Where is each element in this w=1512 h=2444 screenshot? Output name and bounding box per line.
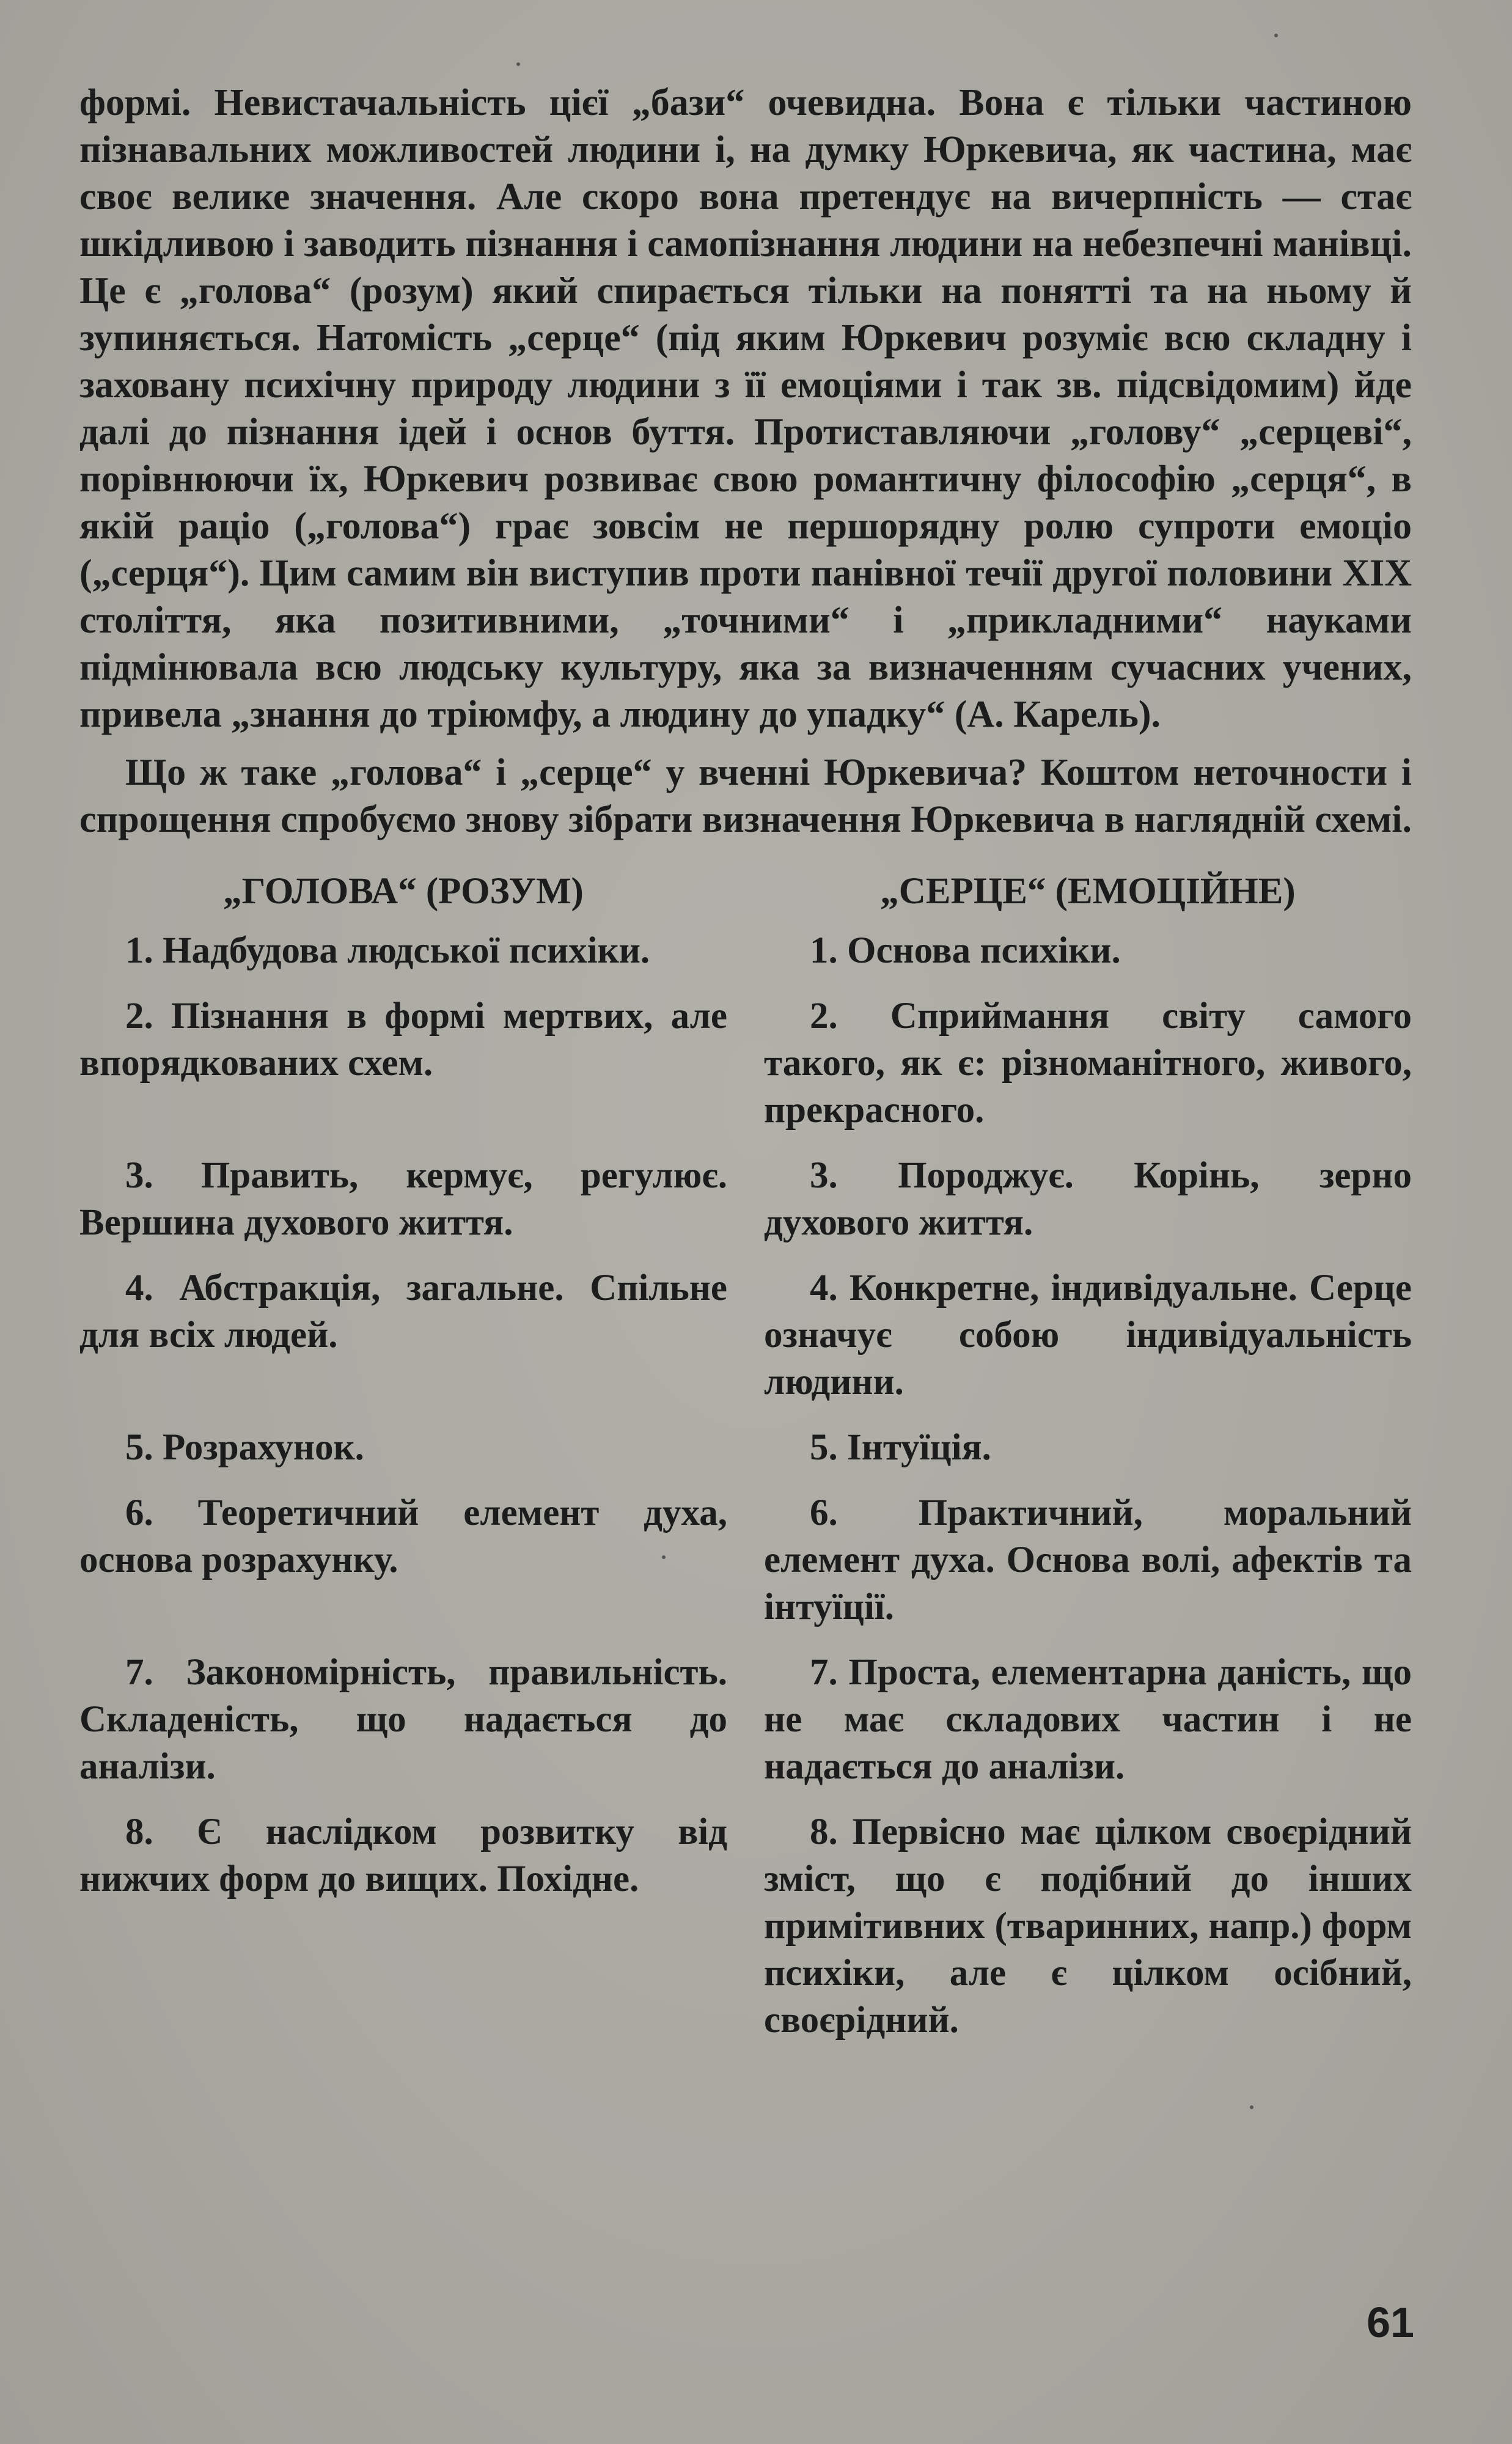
paper-speck — [1250, 2105, 1253, 2109]
head-item: 7. Закономірність, правильність. Складеність, що надається до аналізи. — [79, 1652, 727, 1787]
heart-item: 6. Практичний, моральний елемент духа. Основа волі, афектів та інтуїції. — [764, 1492, 1412, 1627]
paper-speck — [662, 1555, 666, 1559]
heart-item: 7. Проста, елементарна даність, що не має складових частин і не надається до аналізи. — [764, 1652, 1412, 1787]
schema-row — [79, 1264, 1412, 1406]
comparison-schema — [79, 868, 1412, 2044]
page-number: 61 — [1367, 2299, 1414, 2346]
head-item: 4. Абстракція, загальне. Спільне для всіх людей. — [79, 1268, 727, 1356]
paper-speck — [516, 62, 520, 66]
head-item: 3. Править, кермує, регулює. Вершина духового життя. — [79, 1155, 727, 1243]
intro-paragraph: формі. Невистачальність цієї „бази“ очевидна. Вона є тільки частиною пізнавальних можливостей людини і, на думку Юркевича, як частина, має своє велике значення. Але скоро вона претендує на вичерпність — стає шкідливою і заводить пізнання і самопізнання людини на небезпечні манівці. Це є „голова“ (розум) який спирається тільки на понятті та на ньому й зупиняється. Натомість „серце“ (під яким Юркевич розуміє всю складну і заховану психічну природу людини з її емоціями і так зв. підсвідомим) йде далі до пізнання ідей і основ буття. Протиставляючи „голову“ „серцеві“, порівнюючи їх, Юркевич розвиває свою романтичну філософію „серця“, в якій раціо („голова“) грає зовсім не першорядну ролю супроти емоціо („серця“). Цим самим він виступив проти панівної течії другої половини XIX століття, яка позитивними, „точними“ і „прикладними“ науками підмінювала всю людську культуру, яка за визначенням сучасних учених, привела „знання до тріюмфу, а людину до упадку“ (А. Карель). — [79, 82, 1412, 735]
heart-item: 4. Конкретне, індивідуальне. Серце означує собою індивідуальність людини. — [764, 1268, 1412, 1403]
heart-item: 2. Сприймання світу самого такого, як є: різноманітного, живого, прекрасного. — [764, 996, 1412, 1131]
schema-row — [79, 1808, 1412, 2044]
schema-intro-paragraph: Що ж таке „голова“ і „серце“ у вченні Юркевича? Коштом неточности і спрощення спробуємо знову зібрати визначення Юркевича в наглядній схемі. — [79, 752, 1412, 840]
schema-headers — [79, 868, 1412, 915]
schema-row — [79, 1489, 1412, 1631]
heart-item: 8. Первісно має цілком своєрідний зміст, що є подібний до інших примітивних (тваринних, напр.) форм психіки, але є цілком осібний, своєрідний. — [764, 1811, 1412, 2041]
head-item: 6. Теоретичний елемент духа, основа розрахунку. — [79, 1492, 727, 1580]
heart-column-header: „СЕРЦЕ“ (ЕМОЦІЙНЕ) — [880, 871, 1296, 912]
schema-row — [79, 1649, 1412, 1790]
schema-row — [79, 1424, 1412, 1471]
heart-item: 3. Породжує. Корінь, зерно духового життя. — [764, 1155, 1412, 1243]
heart-item: 5. Інтуїція. — [810, 1427, 991, 1468]
head-item: 1. Надбудова людської психіки. — [125, 930, 650, 971]
heart-item: 1. Основа психіки. — [810, 930, 1121, 971]
head-item: 5. Розрахунок. — [125, 1427, 364, 1468]
head-item: 8. Є наслідком розвитку від нижчих форм до вищих. Похідне. — [79, 1811, 727, 1899]
schema-row — [79, 993, 1412, 1134]
schema-row — [79, 927, 1412, 974]
head-column-header: „ГОЛОВА“ (РОЗУМ) — [223, 871, 584, 912]
head-item: 2. Пізнання в формі мертвих, але впорядкованих схем. — [79, 996, 727, 1084]
paper-speck — [1274, 34, 1278, 37]
schema-row — [79, 1152, 1412, 1246]
page-content — [79, 79, 1412, 2062]
